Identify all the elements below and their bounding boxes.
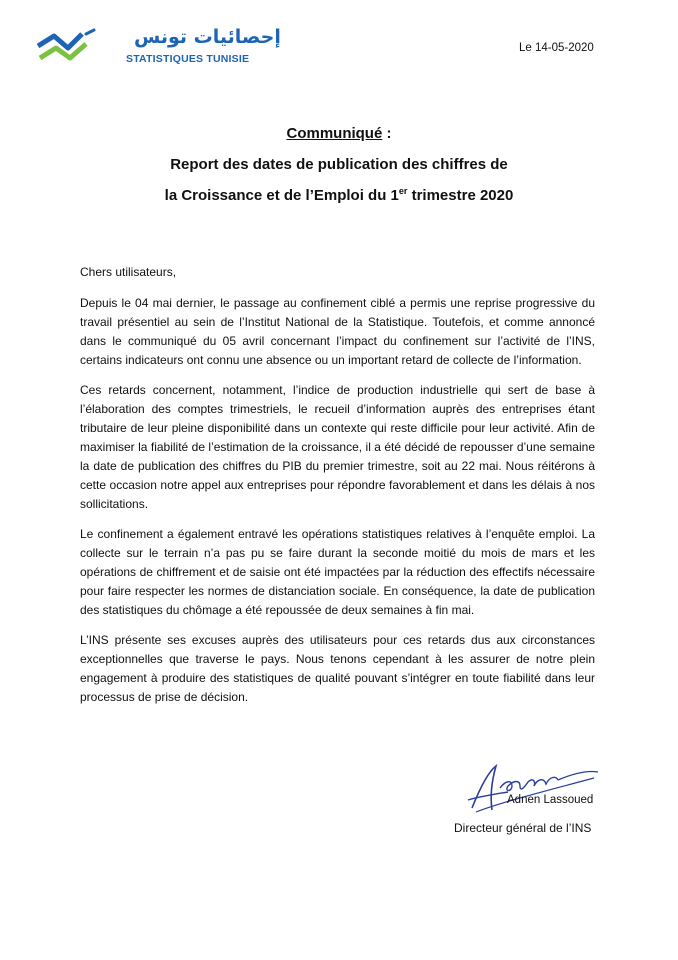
ins-logo [36, 24, 281, 70]
paragraph: Le confinement a également entravé les opérations statistiques relatives à l’enquête emploi. La collecte sur le terrain n’a pas pu se faire durant la seconde moitié du mois de mars et les opérations de chiffrement et de saisie ont été impactées par la réduction des effectifs nécessaire pour faire respecter les normes de distanciation sociale. En conséquence, la date de publication des statistiques du chômage a été repoussée de deux semaines à fin mai. [80, 527, 595, 617]
document-date: Le 14-05-2020 [519, 42, 594, 54]
logo-arabic-text: إحصائيات تونس [134, 26, 281, 48]
heading-kicker-line [0, 118, 678, 149]
document-body [80, 263, 595, 718]
paragraph: L’INS présente ses excuses auprès des utilisateurs pour ces retards dus aux circonstances exceptionnelles que traverse le pays. Nous tenons cependant à les assurer de notre plein engagement à produire des statistiques de qualité pouvant s’intégrer en toute fiabilité dans leur processus de prise de décision. [80, 633, 595, 704]
paragraph: Depuis le 04 mai dernier, le passage au confinement ciblé a permis une reprise progressive du travail présentiel au sein de l’Institut National de la Statistique. Toutefois, et comme annoncé dans le communiqué du 05 avril concernant l’impact du confinement sur l’activité de l’INS, certains indicateurs ont connu une absence ou un important retard de collecte de l’information. [80, 296, 595, 367]
heading-line-2 [0, 180, 678, 211]
heading-superscript: er [398, 186, 408, 196]
document-heading [0, 118, 678, 211]
heading-kicker: Communiqué [286, 125, 383, 142]
heading-line-1: Report des dates de publication des chiffres de [170, 156, 508, 173]
signatory-title: Directeur général de l’INS [454, 821, 592, 835]
logo-emblem-icon [36, 28, 98, 62]
salutation: Chers utilisateurs, [80, 265, 177, 279]
logo-french-text: STATISTIQUES TUNISIE [126, 53, 250, 65]
paragraph: Ces retards concernent, notamment, l’indice de production industrielle qui sert de base à l’élaboration des comptes trimestriels, le recueil d’information auprès des entreprises étant tributaire de leur pleine disponibilité dans un contexte qui reste difficile pour leur activité. Afin de maximiser la fiabilité de l’estimation de la croissance, il a été décidé de repousser d’une semaine la date de publication des chiffres du PIB du premier trimestre, soit au 22 mai. Nous réitérons à cette occasion notre appel aux entreprises pour répondre favorablement et dans les délais à nos sollicitations. [80, 383, 595, 511]
signatory-name: Adnen Lassoued [507, 794, 594, 806]
heading-line-2-end: trimestre 2020 [407, 187, 514, 204]
handwritten-signature [462, 758, 602, 820]
heading-line-2-start: la Croissance et de l’Emploi du 1 [164, 187, 399, 204]
heading-kicker-colon: : [382, 125, 392, 142]
